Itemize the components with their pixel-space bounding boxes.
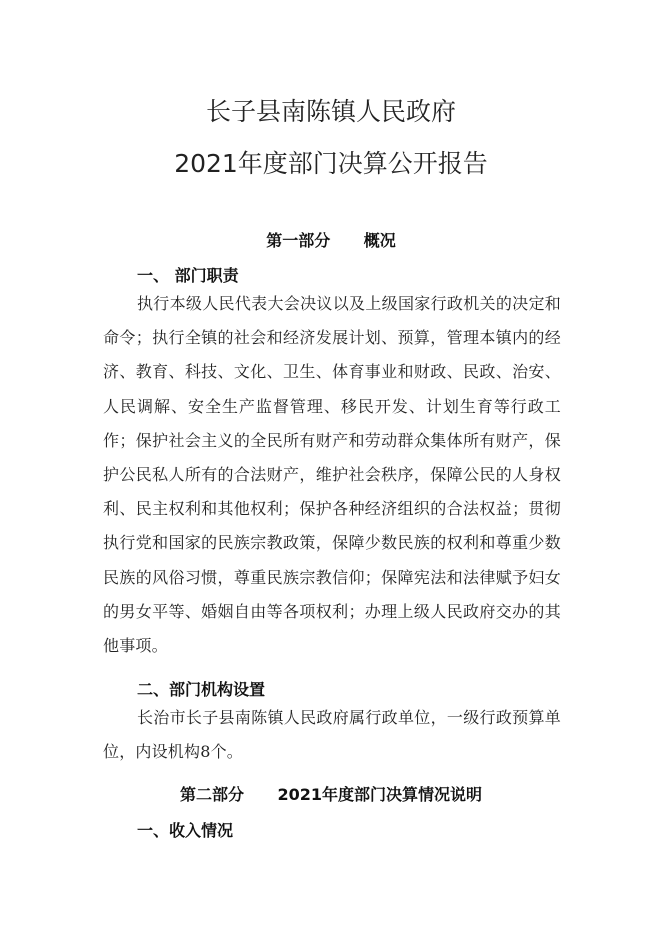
section-body-duties: 执行本级人民代表大会决议以及上级国家行政机关的决定和命令；执行全镇的社会和经济发展计划、预算，管理本镇内的经济、教育、科技、文化、卫生、体育事业和财政、民政、治安、人民调解、安全生产监督管理、移民开发、计划生育等行政工作；保护社会主义的全民所有财产和劳动群众集体所有财产，保护公民私人所有的合法财产，维护社会秩序，保障公民的人身权利、民主权利和其他权利；保护各种经济组织的合法权益；贯彻执行党和国家的民族宗教政策，保障少数民族的权利和尊重少数民族的风俗习惯，尊重民族宗教信仰；保障宪法和法律赋予妇女的男女平等、婚姻自由等各项权利；办理上级人民政府交办的其他事项。 [103,294,561,656]
document-title-report: 2021年度部门决算公开报告 [174,149,488,178]
part1-heading: 第一部分 概况 [266,231,396,250]
section-heading-income: 一、收入情况 [137,821,234,840]
document-title-org: 长子县南陈镇人民政府 [205,97,456,126]
section-heading-duties: 一、 部门职责 [137,266,239,285]
section-heading-structure: 二、部门机构设置 [137,680,266,699]
part2-heading: 第二部分 2021年度部门决算情况说明 [180,785,482,804]
section-body-structure: 长治市长子县南陈镇人民政府属行政单位，一级行政预算单位，内设机构8个。 [103,708,561,762]
